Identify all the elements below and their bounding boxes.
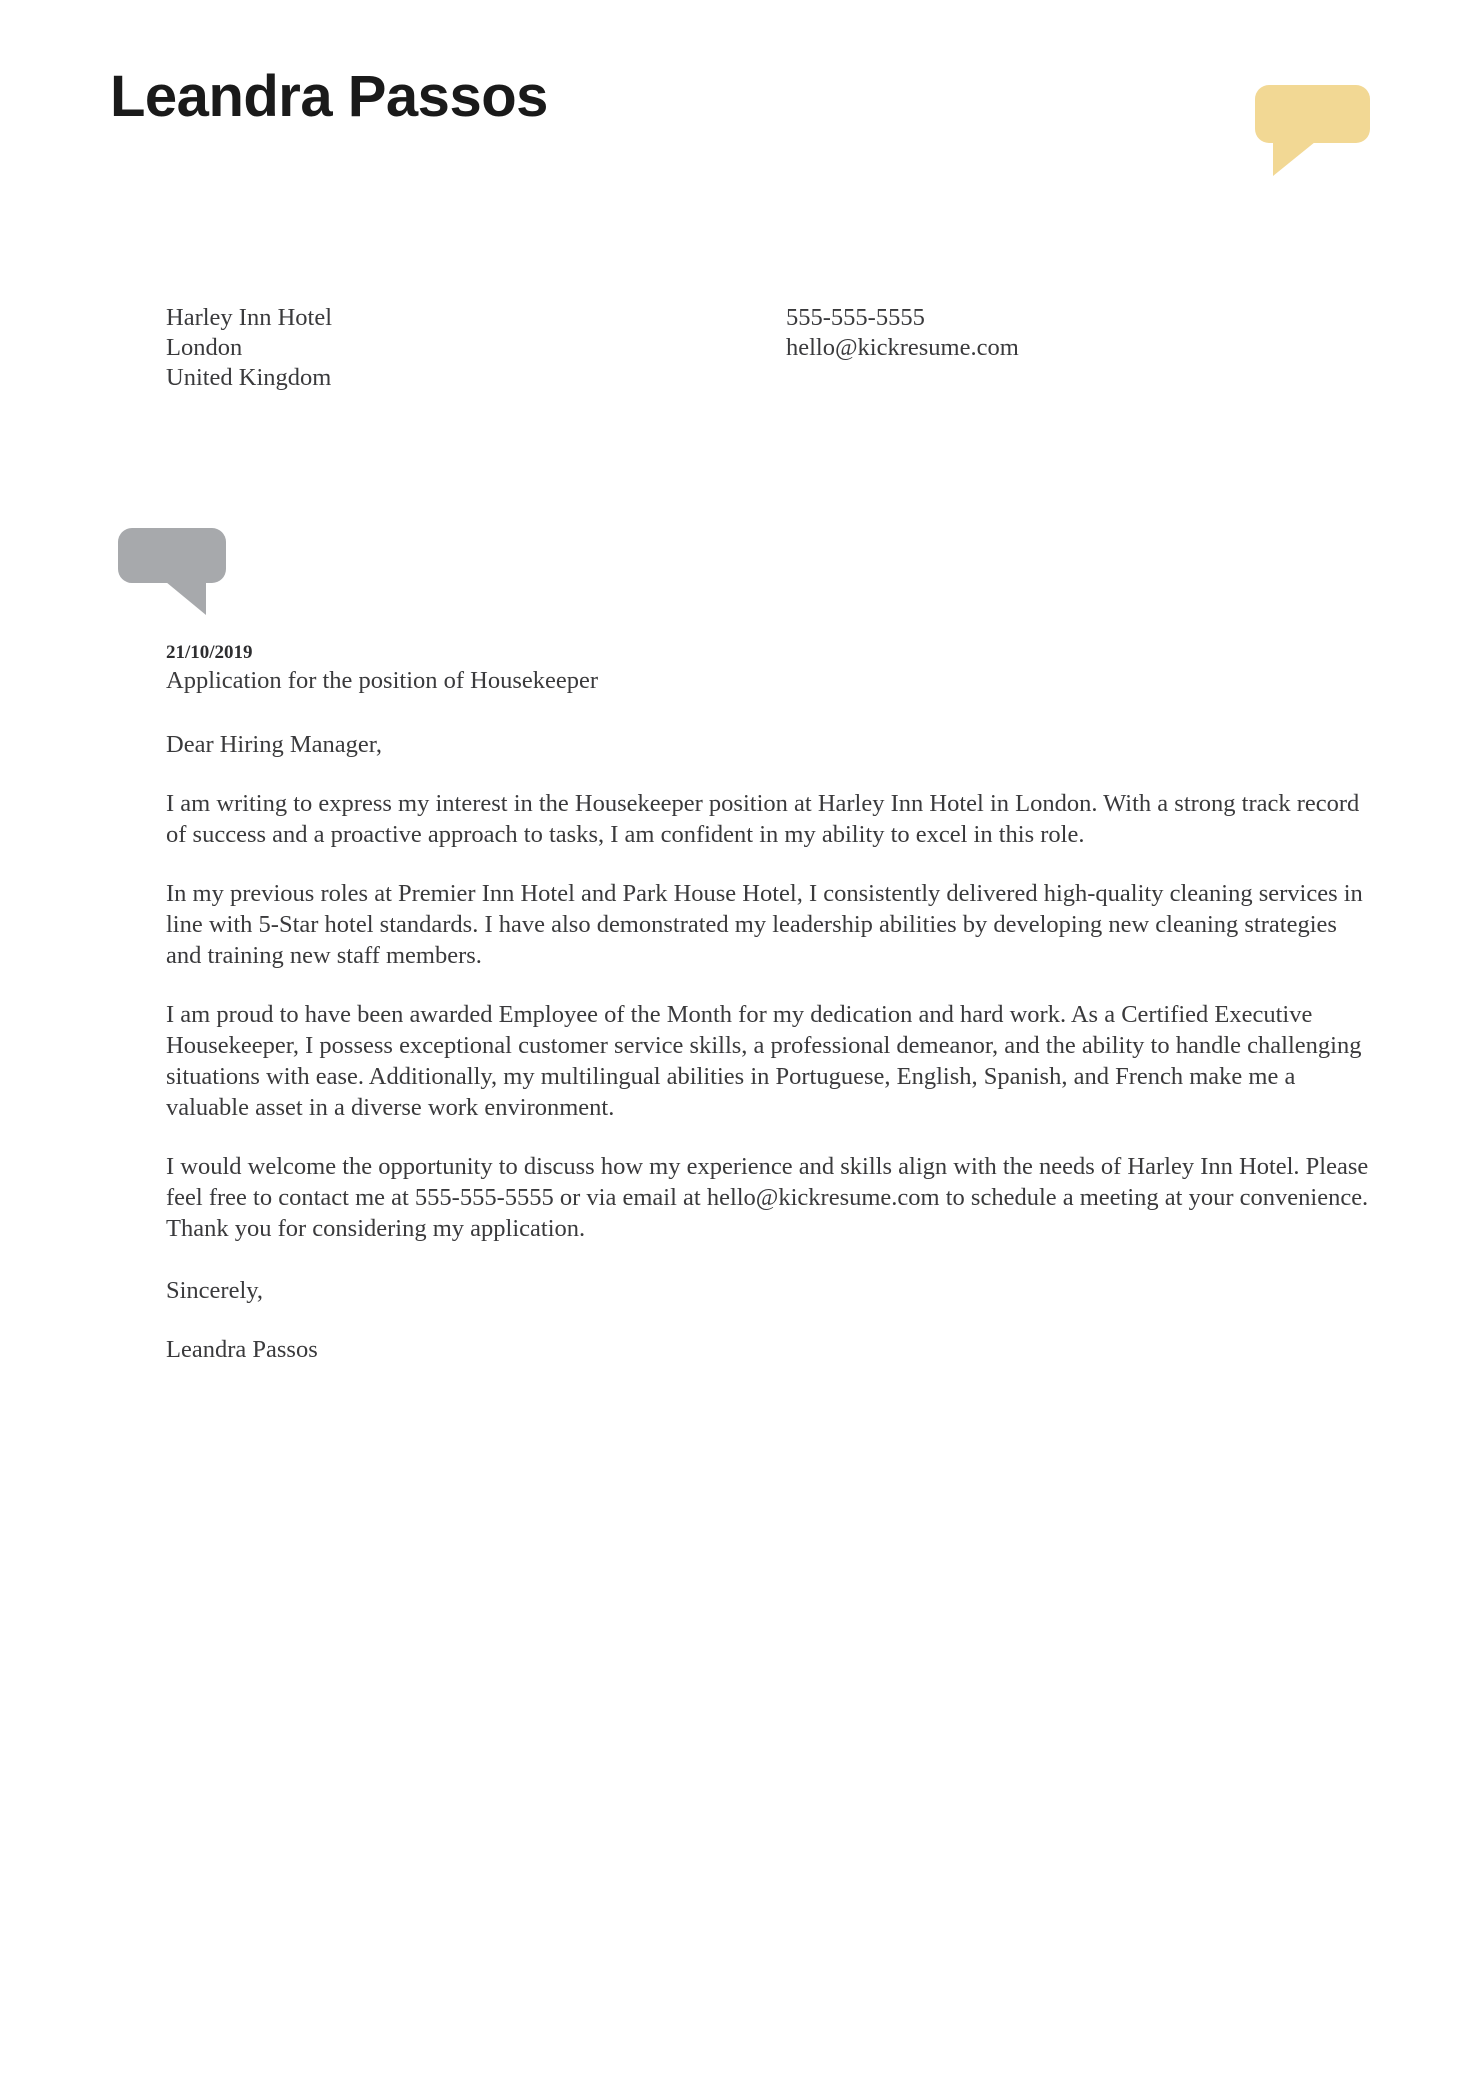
document-header xyxy=(0,0,1468,200)
speech-bubble-icon-secondary xyxy=(118,528,226,600)
letter-closing: Sincerely, xyxy=(166,1277,264,1304)
speech-bubble-body xyxy=(1255,85,1370,143)
letter-body xyxy=(166,641,1372,1365)
letter-salutation: Dear Hiring Manager, xyxy=(166,731,383,758)
letter-paragraph: I would welcome the opportunity to discuss how my experience and skills align with the needs of Harley Inn Hotel. Please feel free to contact me at 555-555-5555 or via email at hello@kickresume.com to schedule a meeting at your convenience. Thank you for considering my application. xyxy=(166,1153,1369,1242)
page-title: Leandra Passos xyxy=(110,64,548,129)
recipient-country: United Kingdom xyxy=(166,364,332,391)
address-contact-row xyxy=(166,303,1376,393)
recipient-address-block xyxy=(166,303,786,393)
speech-bubble-tail xyxy=(166,582,206,615)
speech-bubble-icon-accent xyxy=(1255,85,1370,160)
speech-bubble-body xyxy=(118,528,226,583)
letter-signature: Leandra Passos xyxy=(166,1336,318,1363)
letter-date: 21/10/2019 xyxy=(166,642,253,663)
contact-email: hello@kickresume.com xyxy=(786,334,1019,361)
letter-paragraph: I am writing to express my interest in the Housekeeper position at Harley Inn Hotel in London. With a strong track record of success and a proactive approach to tasks, I am confident in my ability to excel in this role. xyxy=(166,790,1360,848)
recipient-company: Harley Inn Hotel xyxy=(166,304,332,331)
letter-paragraph: In my previous roles at Premier Inn Hotel and Park House Hotel, I consistently delivered high-quality cleaning services in line with 5-Star hotel standards. I have also demonstrated my leadership abilities by developing new cleaning strategies and training new staff members. xyxy=(166,880,1363,969)
contact-phone: 555-555-5555 xyxy=(786,304,925,331)
letter-paragraph: I am proud to have been awarded Employee of the Month for my dedication and hard work. As a Certified Executive Housekeeper, I possess exceptional customer service skills, a professional demeanor, and the ability to handle challenging situations with ease. Additionally, my multilingual abilities in Portuguese, English, Spanish, and French make me a valuable asset in a diverse work environment. xyxy=(166,1001,1362,1121)
speech-bubble-tail xyxy=(1273,142,1315,176)
sender-contact-block xyxy=(786,303,1346,363)
letter-subject: Application for the position of Housekeeper xyxy=(166,667,599,694)
recipient-city: London xyxy=(166,334,243,361)
